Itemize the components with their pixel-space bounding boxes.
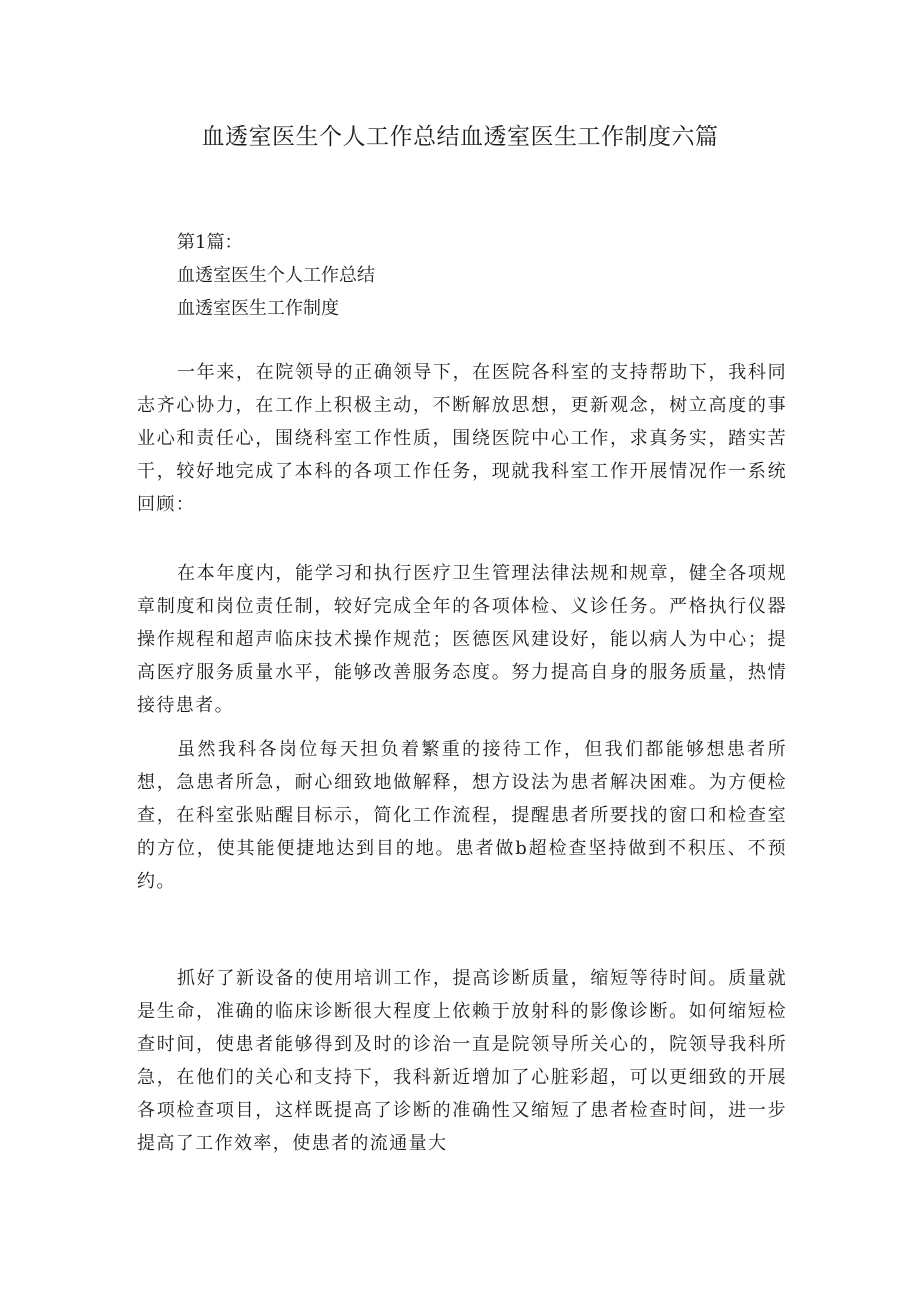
section-label: 第1篇： — [177, 232, 243, 253]
body-paragraph: 在本年度内，能学习和执行医疗卫生管理法律法规和规章，健全各项规章制度和岗位责任制，较好完成全年的各项体检、义诊任务。严格执行仪器操作规程和超声临床技术操作规范；医德医风建设好，能以病人为中心；提高医疗服务质量水平，能够改善服务态度。努力提高自身的服务质量，热情接待患者。 — [137, 563, 787, 716]
document-title: 血透室医生个人工作总结血透室医生工作制度六篇 — [201, 124, 719, 150]
section-subtitle-rules: 血透室医生工作制度 — [177, 298, 339, 319]
body-paragraph: 一年来，在院领导的正确领导下，在医院各科室的支持帮助下，我科同志齐心协力，在工作上积极主动，不断解放思想，更新观念，树立高度的事业心和责任心，围绕科室工作性质，围绕医院中心工作，求真务实，踏实苦干，较好地完成了本科的各项工作任务，现就我科室工作开展情况作一系统回顾： — [137, 362, 787, 515]
body-paragraph: 虽然我科各岗位每天担负着繁重的接待工作，但我们都能够想患者所想，急患者所急，耐心细致地做解释，想方设法为患者解决困难。为方便检查，在科室张贴醒目标示，简化工作流程，提醒患者所要找的窗口和检查室的方位，使其能便捷地达到目的地。患者做b超检查坚持做到不积压、不预约。 — [137, 739, 787, 892]
body-paragraph: 抓好了新设备的使用培训工作，提高诊断质量，缩短等待时间。质量就是生命，准确的临床诊断很大程度上依赖于放射科的影像诊断。如何缩短检查时间，使患者能够得到及时的诊治一直是院领导所关心的，院领导我科所急，在他们的关心和支持下，我科新近增加了心脏彩超，可以更细致的开展各项检查项目，这样既提高了诊断的准确性又缩短了患者检查时间，进一步提高了工作效率，使患者的流通量大 — [137, 968, 787, 1154]
section-subtitle-summary: 血透室医生个人工作总结 — [177, 265, 375, 286]
section-heading-block — [177, 226, 375, 325]
